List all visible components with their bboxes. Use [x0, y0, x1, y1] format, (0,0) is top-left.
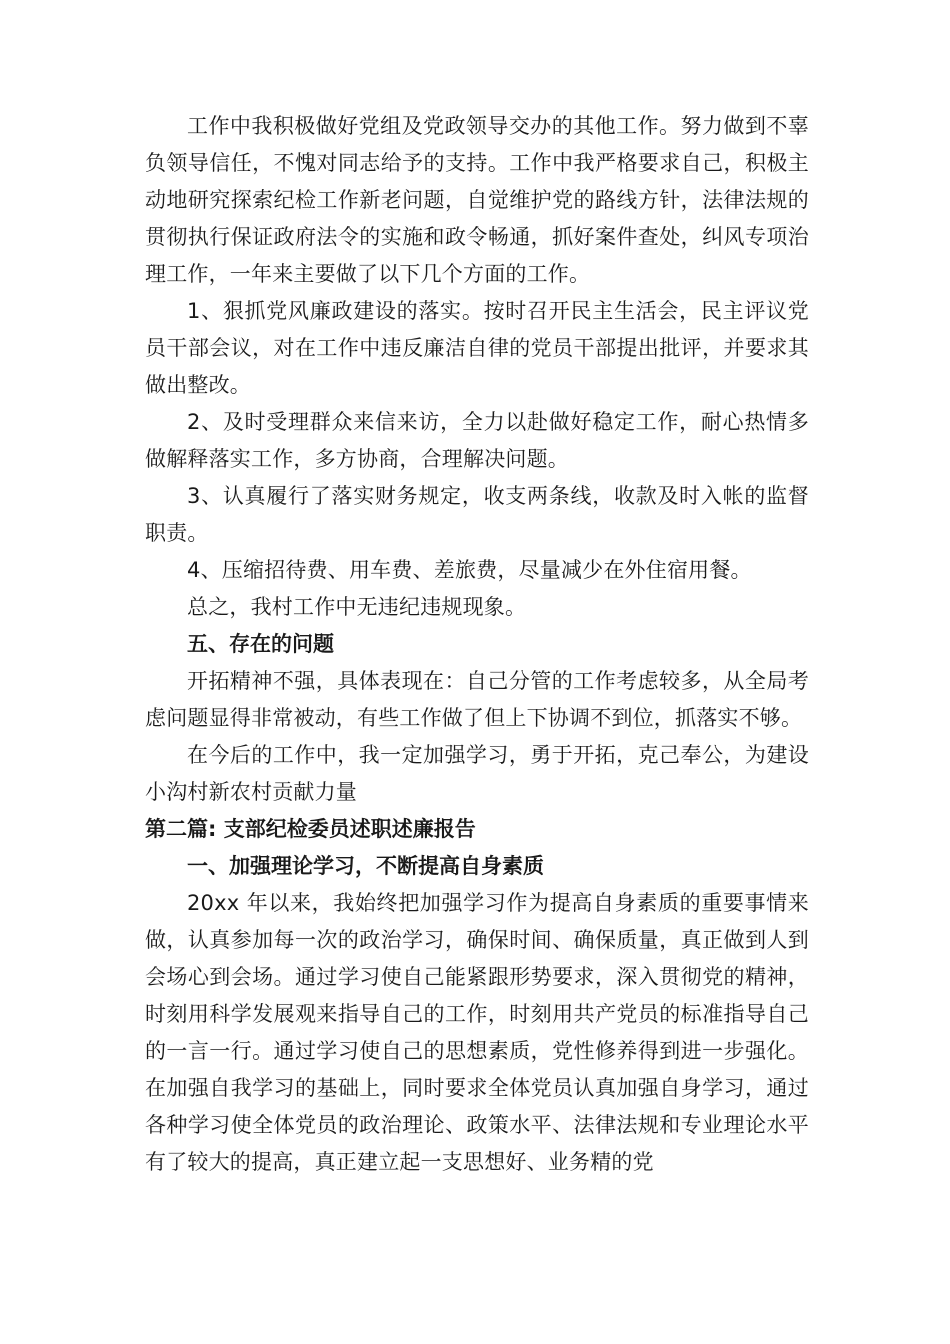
paragraph-summary: 总之，我村工作中无违纪违规现象。 — [187, 595, 527, 619]
document-page — [145, 108, 809, 1181]
heading-problems: 五、存在的问题 — [187, 632, 334, 656]
heading-theory-study: 一、加强理论学习，不断提高自身素质 — [187, 854, 544, 878]
paragraph-item-4: 4、压缩招待费、用车费、差旅费，尽量减少在外住宿用餐。 — [187, 558, 752, 582]
paragraph-item-2: 2、及时受理群众来信来访，全力以赴做好稳定工作，耐心热情多做解释落实工作，多方协商，合理解决问题。 — [145, 410, 809, 471]
paragraph-intro: 工作中我积极做好党组及党政领导交办的其他工作。努力做到不辜负领导信任，不愧对同志给予的支持。工作中我严格要求自己，积极主动地研究探索纪检工作新老问题，自觉维护党的路线方针，法律法规的贯彻执行保证政府法令的实施和政令畅通，抓好案件查处，纠风专项治理工作，一年来主要做了以下几个方面的工作。 — [145, 114, 809, 286]
paragraph-study: 20xx 年以来，我始终把加强学习作为提高自身素质的重要事情来做，认真参加每一次的政治学习，确保时间、确保质量，真正做到人到会场心到会场。通过学习使自己能紧跟形势要求，深入贯彻党的精神，时刻用科学发展观来指导自己的工作，时刻用共产党员的标准指导自己的一言一行。通过学习使自己的思想素质，党性修养得到进一步强化。在加强自我学习的基础上，同时要求全体党员认真加强自身学习，通过各种学习使全体党员的政治理论、政策水平、法律法规和专业理论水平有了较大的提高，真正建立起一支思想好、业务精的党 — [145, 891, 809, 1174]
paragraph-problem: 开拓精神不强，具体表现在：自己分管的工作考虑较多，从全局考虑问题显得非常被动，有些工作做了但上下协调不到位，抓落实不够。 — [145, 669, 809, 730]
section-2-title: 第二篇: 支部纪检委员述职述廉报告 — [145, 817, 476, 841]
paragraph-item-1: 1、狠抓党风廉政建设的落实。按时召开民主生活会，民主评议党员干部会议，对在工作中违反廉洁自律的党员干部提出批评，并要求其做出整改。 — [145, 299, 809, 397]
paragraph-item-3: 3、认真履行了落实财务规定，收支两条线，收款及时入帐的监督职责。 — [145, 484, 809, 545]
paragraph-future: 在今后的工作中，我一定加强学习，勇于开拓，克己奉公，为建设小沟村新农村贡献力量 — [145, 743, 809, 804]
